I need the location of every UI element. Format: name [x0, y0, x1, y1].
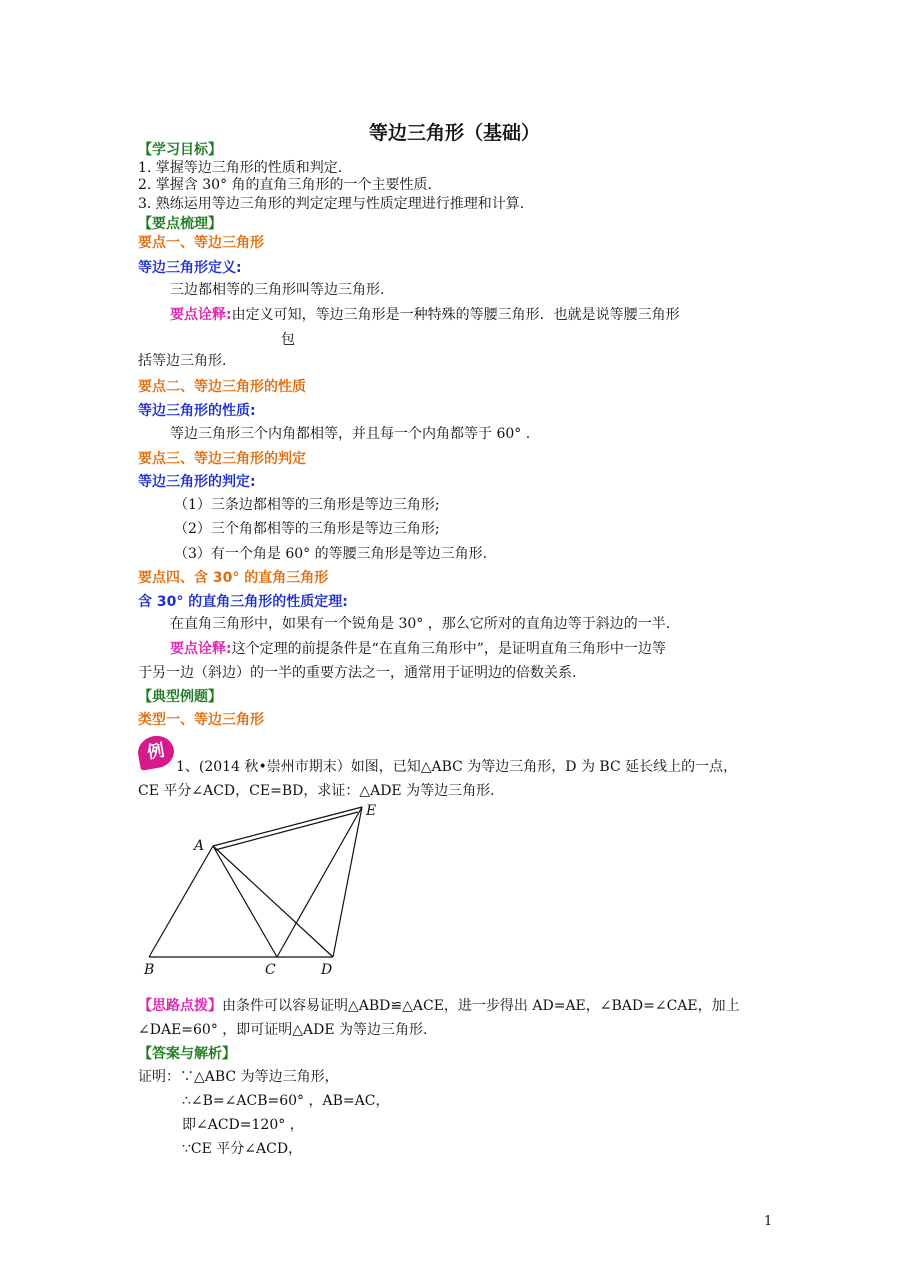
- label-b: B: [144, 962, 155, 978]
- proof-line: ∴∠B=∠ACB=60° ，AB=AC，: [182, 1093, 390, 1109]
- proof-line: ∵CE 平分∠ACD，: [182, 1141, 303, 1157]
- label-e: E: [366, 803, 377, 819]
- point3-heading: 要点三、等边三角形的判定: [138, 451, 306, 467]
- study-goal-item: 2. 掌握含 30° 角的直角三角形的一个主要性质.: [138, 177, 432, 193]
- hint-label: 【思路点拨】: [138, 998, 222, 1014]
- point4-heading: 要点四、含 30° 的直角三角形: [138, 570, 329, 586]
- study-goal-item: 3. 熟练运用等边三角形的判定定理与性质定理进行推理和计算.: [138, 196, 525, 212]
- note-label: 要点诠释:: [170, 307, 232, 323]
- segment-ad: [213, 846, 333, 957]
- answer-heading: 【答案与解析】: [138, 1046, 236, 1062]
- point1-note-cont: 括等边三角形.: [138, 353, 227, 369]
- page-number: 1: [764, 1214, 773, 1229]
- problem-line1: 1、(2014 秋•崇州市期末）如图，已知△ABC 为等边三角形，D 为 BC 延长线上的一点，: [176, 759, 738, 775]
- segment-ae: [213, 807, 362, 846]
- example-type1-heading: 类型一、等边三角形: [138, 712, 264, 728]
- hint-line: [138, 996, 740, 1016]
- segment-ae-inner: [215, 812, 358, 850]
- segment-ab: [149, 846, 213, 957]
- note-label: 要点诠释:: [170, 641, 232, 657]
- segment-de: [333, 807, 362, 957]
- point1-note-wrap: 包: [281, 332, 295, 348]
- examples-heading: 【典型例题】: [138, 689, 222, 705]
- note-text: 这个定理的前提条件是“在直角三角形中”，是证明直角三角形中一边等: [231, 641, 666, 657]
- proof-line: 即∠ACD=120° ，: [182, 1117, 304, 1133]
- point3-subheading: 等边三角形的判定:: [138, 474, 256, 490]
- point2-text: 等边三角形三个内角都相等，并且每一个内角都等于 60° .: [170, 426, 531, 442]
- point4-subheading: 含 30° 的直角三角形的性质定理:: [138, 594, 348, 610]
- label-a: A: [194, 838, 205, 854]
- hint-cont: ∠DAE=60° ，即可证明△ADE 为等边三角形.: [138, 1022, 428, 1038]
- study-goal-item: 1. 掌握等边三角形的性质和判定.: [138, 160, 343, 176]
- segment-ce: [277, 807, 362, 957]
- point1-definition: 三边都相等的三角形叫等边三角形.: [170, 282, 385, 298]
- proof-line: 证明：∵△ABC 为等边三角形，: [138, 1069, 339, 1085]
- example-badge: 例: [135, 733, 176, 771]
- page-title: 等边三角形（基础）: [368, 122, 540, 144]
- hint-text: 由条件可以容易证明△ABD≌△ACE，进一步得出 AD=AE，∠BAD=∠CAE，加上: [222, 998, 740, 1014]
- point3-item: （3）有一个角是 60° 的等腰三角形是等边三角形.: [174, 546, 488, 562]
- label-d: D: [321, 962, 333, 978]
- point3-item: （2）三个角都相等的三角形是等边三角形;: [174, 521, 440, 537]
- point4-text: 在直角三角形中，如果有一个锐角是 30° ，那么它所对的直角边等于斜边的一半.: [170, 616, 671, 632]
- problem-line2: CE 平分∠ACD，CE=BD，求证：△ADE 为等边三角形.: [138, 783, 495, 799]
- key-points-heading: 【要点梳理】: [138, 216, 222, 232]
- point1-heading: 要点一、等边三角形: [138, 235, 264, 251]
- segment-ac: [213, 846, 277, 957]
- point2-subheading: 等边三角形的性质:: [138, 403, 256, 419]
- note-text: 由定义可知，等边三角形是一种特殊的等腰三角形．也就是说等腰三角形: [231, 307, 680, 323]
- point3-item: （1）三条边都相等的三角形是等边三角形;: [174, 497, 440, 513]
- point1-subheading: 等边三角形定义:: [138, 260, 242, 276]
- point2-heading: 要点二、等边三角形的性质: [138, 379, 306, 395]
- point4-note-cont: 于另一边（斜边）的一半的重要方法之一，通常用于证明边的倍数关系.: [138, 665, 577, 681]
- study-goals-heading: 【学习目标】: [138, 142, 222, 158]
- label-c: C: [265, 962, 276, 978]
